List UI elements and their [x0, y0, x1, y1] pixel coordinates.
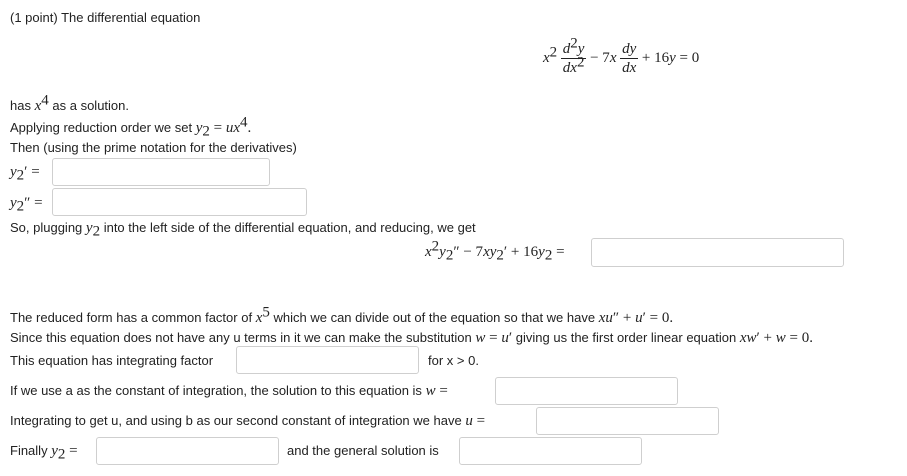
- substitution-statement: Since this equation does not have any u terms in it we can make the substitution w = u′ giving us the first order linear equation xw′ + w = 0.: [10, 330, 813, 346]
- reduced-form-statement: The reduced form has a common factor of $x^5$ which we can divide out of the equation so that we have xu″ + u′ = 0.: [10, 304, 674, 326]
- y2-prime-input[interactable]: [52, 158, 270, 186]
- prime-notation-note: Then (using the prime notation for the derivatives): [10, 140, 297, 155]
- solution-statement: has $x^4$ as a solution.: [10, 92, 129, 114]
- y2-double-prime-label: $y_2''$ =: [10, 195, 43, 215]
- points-label: (1 point): [10, 10, 58, 25]
- u-solution-label: Integrating to get u, and using b as our second constant of integration we have u =: [10, 413, 486, 429]
- y2-double-prime-input[interactable]: [52, 188, 307, 216]
- integrating-factor-label: This equation has integrating factor: [10, 353, 214, 368]
- u-solution-input[interactable]: [536, 407, 719, 435]
- w-solution-label: If we use a as the constant of integration, the solution to this equation is w =: [10, 383, 448, 399]
- main-equation: $x^2$ $\frac{d^2y}{dx^2}$ − 7x $\frac{dy}{dx}$ + 16y = 0: [543, 35, 700, 76]
- plugging-statement: So, plugging $y_2$ into the left side of the differential equation, and reducing, we get: [10, 220, 476, 240]
- lhs-result-input[interactable]: [591, 238, 844, 267]
- problem-title: The differential equation: [61, 10, 201, 25]
- general-solution-label: and the general solution is: [287, 443, 439, 458]
- integrating-factor-input[interactable]: [236, 346, 419, 374]
- domain-note: for x > 0.: [428, 353, 479, 368]
- y2-prime-label: $y_2'$ =: [10, 164, 40, 184]
- lhs-expression: $x^2y_2'' - 7xy_2' + 16y_2$ =: [425, 238, 565, 264]
- w-solution-input[interactable]: [495, 377, 678, 405]
- reduction-statement: Applying reduction order we set $y_2 = ux^4$.: [10, 114, 252, 140]
- problem-header: [10, 10, 200, 26]
- y2-final-label: Finally $y_2$ =: [10, 443, 78, 463]
- general-solution-input[interactable]: [459, 437, 642, 465]
- y2-final-input[interactable]: [96, 437, 279, 465]
